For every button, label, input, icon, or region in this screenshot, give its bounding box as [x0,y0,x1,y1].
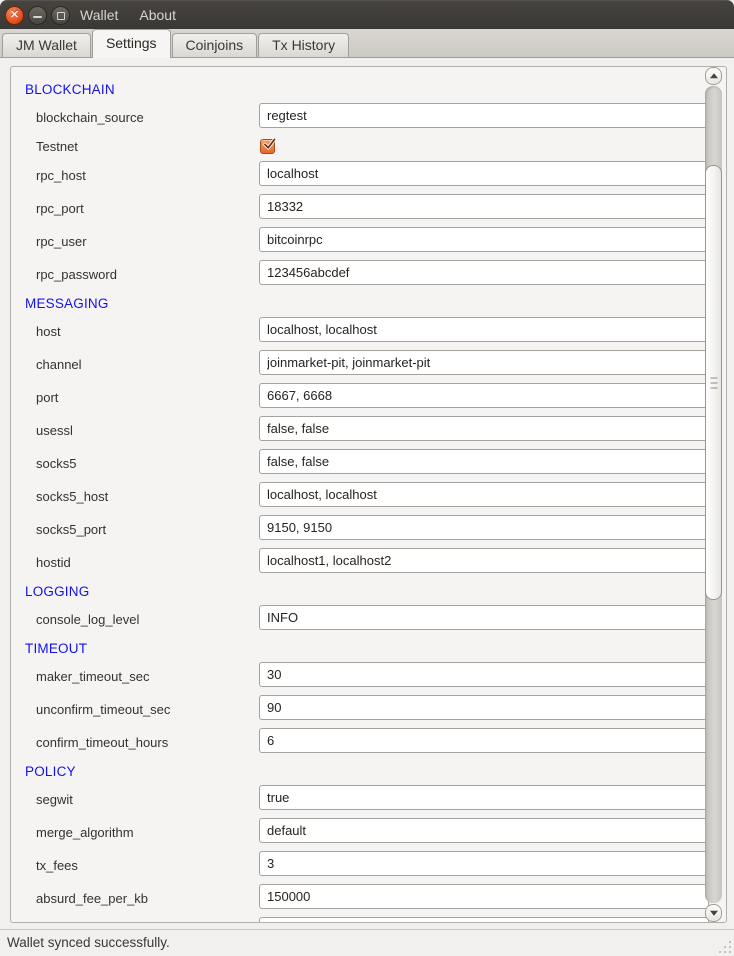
form-row [25,603,709,636]
form-row [25,414,709,447]
form-row [25,816,709,849]
form-row [25,513,709,546]
field-label: socks5 [36,456,77,471]
field-input[interactable] [259,416,709,441]
menu-wallet[interactable]: Wallet [80,7,119,23]
form-row [25,915,709,922]
tab-settings[interactable]: Settings [92,29,171,58]
vertical-scrollbar[interactable] [704,67,723,922]
field-input[interactable] [259,695,709,720]
form-row [25,348,709,381]
field-input[interactable] [259,317,709,342]
form-row [25,381,709,414]
field-label: rpc_password [36,267,117,282]
field-input[interactable] [259,227,709,252]
section-title: TIMEOUT [25,640,88,656]
maximize-icon[interactable] [51,6,70,25]
field-label: unconfirm_timeout_sec [36,702,171,717]
section-header [25,759,709,783]
scrollbar-grip-icon [710,377,717,388]
field-input[interactable] [259,103,709,128]
form-row [25,480,709,513]
checkbox-checked[interactable] [260,139,275,154]
menu-about[interactable]: About [139,7,176,23]
field-input[interactable] [259,260,709,285]
field-label: host [36,324,61,339]
section-title: MESSAGING [25,295,109,311]
section-title: POLICY [25,763,76,779]
field-label: Testnet [36,139,78,154]
field-label: maker_timeout_sec [36,669,150,684]
section-title: LOGGING [25,583,90,599]
form-row [25,258,709,291]
menubar [79,0,177,30]
field-input[interactable] [259,818,709,843]
field-input[interactable] [259,482,709,507]
close-glyph: ✕ [9,8,20,21]
field-label: console_log_level [36,612,140,627]
field-label: rpc_host [36,168,86,183]
form-row [25,192,709,225]
field-input[interactable] [259,161,709,186]
field-label: port [36,390,59,405]
tab-bar [0,29,734,58]
status-bar [0,929,734,956]
close-icon[interactable] [5,6,24,25]
form-row [25,134,709,159]
scroll-up-icon[interactable] [705,67,722,85]
window-buttons [5,6,70,25]
field-input[interactable] [259,884,709,909]
tab-jm-wallet[interactable]: JM Wallet [2,33,91,57]
section-title: BLOCKCHAIN [25,81,115,97]
field-label: blockchain_source [36,110,144,125]
form-row [25,849,709,882]
settings-scroll-frame [10,66,727,923]
field-label: socks5_host [36,489,109,504]
tab-tx-history[interactable]: Tx History [258,33,349,57]
field-input[interactable] [259,851,709,876]
form-row [25,315,709,348]
form-row [25,783,709,816]
field-input[interactable] [259,728,709,753]
form-row [25,101,709,134]
section-header [25,77,709,101]
field-label: segwit [36,792,73,807]
settings-pane [0,58,734,929]
section-header [25,636,709,660]
field-label: confirm_timeout_hours [36,735,169,750]
section-header [25,579,709,603]
field-input[interactable] [259,662,709,687]
field-label: rpc_port [36,201,84,216]
field-label: merge_algorithm [36,825,134,840]
field-input[interactable] [259,449,709,474]
field-input[interactable] [259,383,709,408]
form-row [25,159,709,192]
field-label: rpc_user [36,234,87,249]
minimize-icon[interactable] [28,6,47,25]
tab-coinjoins[interactable]: Coinjoins [172,33,258,57]
scroll-down-icon[interactable] [705,904,722,922]
field-input[interactable] [259,350,709,375]
scrollbar-thumb[interactable] [705,165,722,600]
form-row [25,660,709,693]
field-label: tx_fees [36,858,78,873]
form-row [25,447,709,480]
form-row [25,546,709,579]
field-input[interactable] [259,515,709,540]
scroll-viewport [11,67,726,922]
section-header [25,291,709,315]
field-label: hostid [36,555,71,570]
field-input[interactable] [259,917,709,922]
form-row [25,693,709,726]
form-row [25,726,709,759]
field-input[interactable] [259,194,709,219]
titlebar[interactable] [0,0,734,30]
field-label: socks5_port [36,522,107,537]
field-input[interactable] [259,605,709,630]
resize-grip-icon[interactable] [718,940,732,954]
field-label: usessl [36,423,73,438]
settings-form [25,77,709,922]
form-row [25,882,709,915]
form-row [25,225,709,258]
field-label: absurd_fee_per_kb [36,891,149,906]
field-label: channel [36,357,82,372]
field-input[interactable] [259,548,709,573]
status-message: Wallet synced successfully. [7,935,170,950]
field-input[interactable] [259,785,709,810]
